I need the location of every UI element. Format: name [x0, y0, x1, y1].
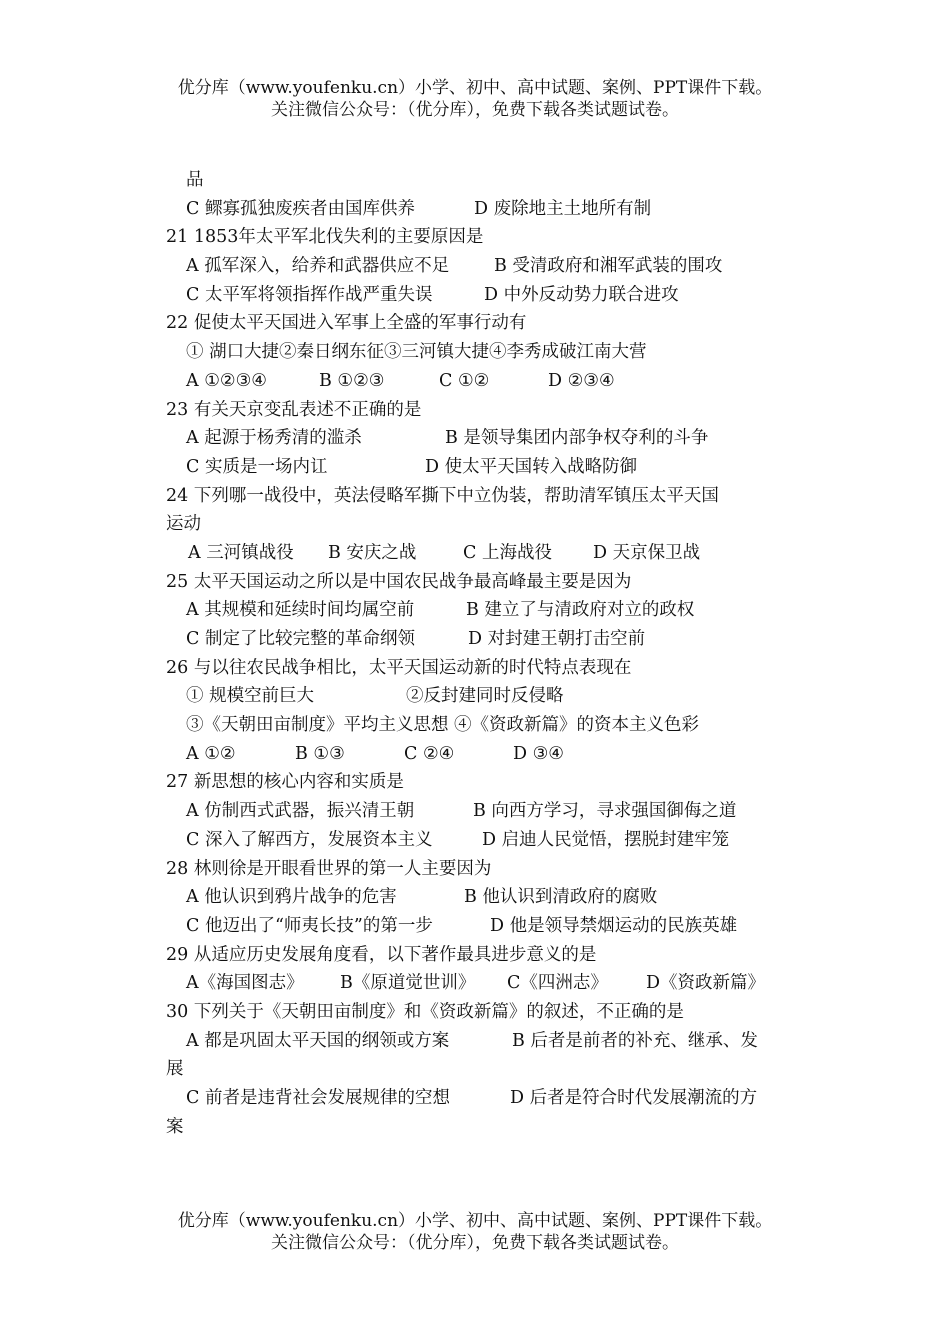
- option: A 起源于杨秀清的滥杀: [186, 428, 362, 449]
- option: A 他认识到鸦片战争的危害: [186, 887, 397, 908]
- continuation-options: [166, 195, 806, 224]
- option: C 他迈出了“师夷长技”的第一步: [186, 915, 433, 936]
- question-sub: [166, 682, 806, 711]
- question-stem: 23 有关天京变乱表述不正确的是: [166, 399, 422, 420]
- options-row: [166, 539, 806, 568]
- option: B 向西方学习，寻求强国御侮之道: [473, 801, 737, 822]
- option: D《资政新篇》: [646, 973, 766, 994]
- option-wrap: 案: [166, 1116, 184, 1137]
- options-row: [166, 1084, 806, 1113]
- options-row: [166, 1027, 806, 1056]
- option: C 太平军将领指挥作战严重失误: [186, 284, 433, 305]
- question-stem-wrap: 运动: [166, 514, 201, 535]
- option: B 安庆之战: [328, 542, 417, 563]
- question-stem: 26 与以往农民战争相比，太平天国运动新的时代特点表现在: [166, 657, 632, 678]
- option-wrap: 展: [166, 1059, 184, 1080]
- option: D 使太平天国转入战略防御: [425, 456, 638, 477]
- option: C 前者是违背社会发展规律的空想: [186, 1088, 450, 1108]
- question-stem: 24 下列哪一战役中，英法侵略军撕下中立伪装，帮助清军镇压太平天国: [166, 485, 719, 506]
- option: C ①②: [439, 370, 490, 391]
- options-row: [166, 969, 806, 998]
- continuation-text: 品: [186, 170, 204, 190]
- option: A 都是巩固太平天国的纲领或方案: [186, 1030, 450, 1051]
- option: A ①②③④: [186, 370, 267, 391]
- question-stem: 28 林则徐是开眼看世界的第一人主要因为: [166, 858, 492, 879]
- options-row: [166, 281, 806, 310]
- question-stem: 25 太平天国运动之所以是中国农民战争最高峰最主要是因为: [166, 571, 632, 592]
- option: D 对封建王朝打击空前: [468, 629, 646, 649]
- option: C《四洲志》: [507, 973, 608, 994]
- option-c: C 鳏寡孤独废疾者由国库供养: [186, 198, 415, 219]
- option: B ①③: [295, 743, 345, 764]
- question-stem: 29 从适应历史发展角度看，以下著作最具进步意义的是: [166, 944, 597, 965]
- option: B 受清政府和湘军武装的围攻: [494, 256, 723, 277]
- option: A 孤军深入，给养和武器供应不足: [186, 256, 450, 277]
- options-row: [166, 596, 806, 625]
- sub-item: ②反封建同时反侵略: [406, 686, 564, 707]
- option: D 中外反动势力联合进攻: [484, 284, 679, 305]
- option: D 后者是符合时代发展潮流的方: [510, 1088, 758, 1108]
- option: A《海国图志》: [186, 973, 304, 994]
- option: B ①②③: [319, 370, 385, 391]
- option: C 深入了解西方，发展资本主义: [186, 829, 433, 850]
- option: D ③④: [513, 743, 564, 764]
- option: D 他是领导禁烟运动的民族英雄: [490, 915, 738, 936]
- question-stem: 21 1853年太平军北伐失利的主要原因是: [166, 227, 484, 248]
- question-stem: 22 促使太平天国进入军事上全盛的军事行动有: [166, 313, 527, 334]
- page-footer: [0, 1210, 950, 1254]
- option: D 天京保卫战: [593, 542, 701, 563]
- option: C 制定了比较完整的革命纲领: [186, 629, 415, 649]
- options-row: [166, 797, 806, 826]
- question-sub: ① 湖口大捷②秦日纲东征③三河镇大捷④李秀成破江南大营: [186, 342, 647, 363]
- option: B 是领导集团内部争权夺利的斗争: [445, 428, 709, 449]
- options-row: [166, 883, 806, 912]
- page-header: [0, 77, 950, 121]
- option: A ①②: [186, 743, 236, 764]
- question-stem: 27 新思想的核心内容和实质是: [166, 772, 404, 793]
- options-row: [166, 625, 806, 654]
- option: A 其规模和延续时间均属空前: [186, 600, 415, 621]
- footer-line-1: 优分库（www.youfenku.cn）小学、初中、高中试题、案例、PPT课件下载。: [177, 1211, 773, 1231]
- sub-item: ① 规模空前巨大: [186, 686, 315, 707]
- options-row: [166, 367, 806, 396]
- option: A 仿制西式武器，振兴清王朝: [186, 801, 415, 822]
- option: C 上海战役: [463, 542, 552, 563]
- options-row: [166, 740, 806, 769]
- option: D 启迪人民觉悟，摆脱封建牢笼: [482, 829, 730, 850]
- options-row: [166, 912, 806, 941]
- option-d: D 废除地主土地所有制: [474, 198, 652, 219]
- option: B《原道觉世训》: [340, 973, 476, 994]
- option: B 他认识到清政府的腐败: [464, 887, 658, 908]
- footer-line-2: 关注微信公众号：（优分库），免费下载各类试题试卷。: [271, 1233, 679, 1253]
- option: C ②④: [404, 743, 455, 764]
- option: B 建立了与清政府对立的政权: [466, 600, 695, 621]
- options-row: [166, 826, 806, 855]
- options-row: [166, 252, 806, 281]
- option: B 后者是前者的补充、继承、发: [512, 1030, 758, 1051]
- header-line-2: 关注微信公众号：（优分库），免费下载各类试题试卷。: [271, 100, 679, 120]
- option: C 实质是一场内讧: [186, 456, 328, 477]
- option: D ②③④: [548, 370, 615, 391]
- option: A 三河镇战役: [188, 542, 294, 563]
- options-row: [166, 453, 806, 482]
- question-stem: 30 下列关于《天朝田亩制度》和《资政新篇》的叙述，不正确的是: [166, 1001, 684, 1022]
- question-list: [166, 166, 806, 1141]
- header-line-1: 优分库（www.youfenku.cn）小学、初中、高中试题、案例、PPT课件下载。: [177, 78, 773, 98]
- question-sub: ③《天朝田亩制度》平均主义思想 ④《资政新篇》的资本主义色彩: [186, 715, 700, 736]
- options-row: [166, 424, 806, 453]
